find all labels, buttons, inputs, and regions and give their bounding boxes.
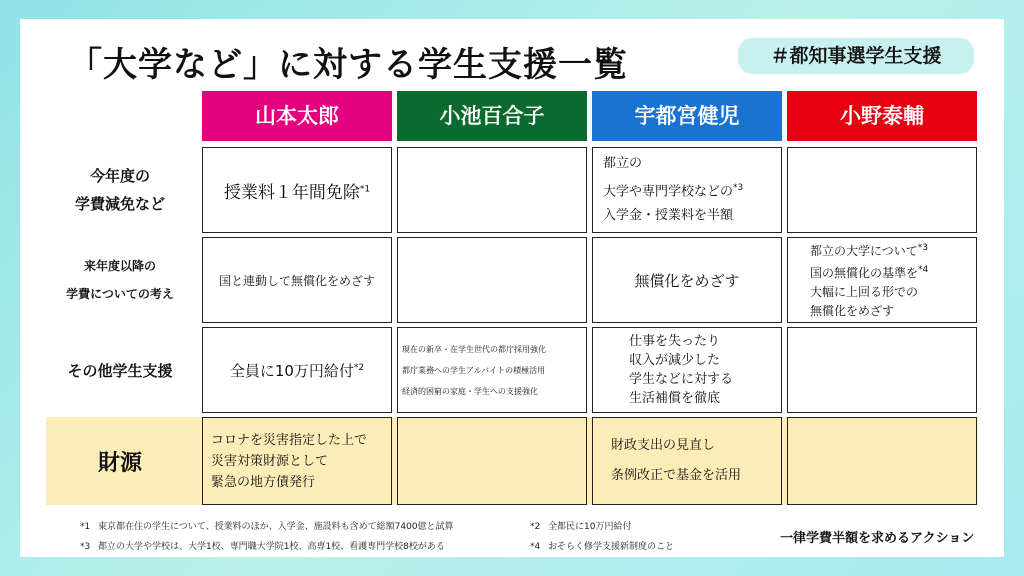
row-label-line: 来年度以降の [83, 259, 156, 273]
row-label-finance [50, 417, 190, 505]
footnote-mark: *2 [530, 522, 541, 532]
row-label-line: その他学生支援 [67, 361, 173, 380]
page-title: 「大学など」に対する学生支援一覧 [68, 45, 628, 85]
cell-line: 学生などに対する [629, 372, 734, 387]
cell-r4-koike [397, 417, 587, 505]
cell-line: 入学金・授業料を半額 [603, 208, 734, 224]
footnote-text: 都立の大学や学校は、大学1校、専門職大学院1校、高専1校、看護専門学校8校がある [98, 542, 445, 552]
footnote-ref: *2 [353, 362, 365, 373]
cell-text: 無償化をめざす [634, 271, 740, 290]
cell-r1-yamamoto [202, 147, 392, 233]
row-label-line: 学費減免など [74, 195, 165, 213]
footnote-1 [80, 519, 454, 532]
cell-line: 都立の [603, 155, 643, 171]
footnote-ref: *4 [918, 265, 929, 275]
row-label-line: 財源 [97, 450, 142, 476]
footnote-ref: *3 [733, 182, 744, 193]
footnote-ref: *3 [917, 243, 928, 253]
cell-line: 現在の新卒・在学生世代の都庁採用強化 [402, 344, 546, 354]
footnote-text: 東京都在住の学生について、授業料のほか、入学金、施設料も含めて総額7400億と試算 [98, 522, 454, 532]
footnote-mark: *1 [80, 522, 91, 532]
cell-line: 仕事を失ったり [629, 334, 721, 349]
cell-line: 国の無償化の基準を [810, 266, 919, 280]
cell-line: 条例改正で基金を活用 [611, 468, 742, 483]
cell-r3-ono [787, 327, 977, 413]
row-label-current-year [50, 147, 190, 233]
cell-line: 大幅に上回る形での [810, 285, 919, 299]
cell-text: 授業料１年間免除 [223, 182, 360, 203]
candidate-header-koike: 小池百合子 [397, 91, 587, 141]
cell-line: 都庁業務への学生アルバイトの積極活用 [402, 365, 546, 375]
cell-line: コロナを災害指定した上で [211, 432, 368, 448]
cell-r2-utsunomiya [592, 237, 782, 323]
cell-r1-ono [787, 147, 977, 233]
footnote-mark: *3 [80, 542, 91, 552]
cell-line: 生活補償を徹底 [629, 391, 721, 406]
hashtag-badge: ＃都知事選学生支援 [738, 38, 974, 74]
candidate-header-ono: 小野泰輔 [787, 91, 977, 141]
candidate-header-yamamoto: 山本太郎 [202, 91, 392, 141]
cell-line: 大学や専門学校などの [603, 184, 734, 200]
cell-line: 緊急の地方債発行 [211, 474, 316, 490]
footnote-2 [530, 519, 631, 532]
row-label-other-support [50, 327, 190, 413]
cell-r4-utsunomiya [592, 417, 782, 505]
footnote-mark: *4 [530, 542, 541, 552]
slide-card [20, 19, 1004, 557]
cell-r3-koike [397, 327, 587, 413]
cell-r1-koike [397, 147, 587, 233]
cell-line: 無償化をめざす [810, 304, 895, 318]
cell-r2-yamamoto [202, 237, 392, 323]
cell-r4-ono [787, 417, 977, 505]
cell-text: 全員に10万円給付 [229, 361, 354, 380]
cell-line: 経済的困窮の家庭・学生への支援強化 [402, 386, 538, 396]
cell-r1-utsunomiya [592, 147, 782, 233]
cell-r3-yamamoto [202, 327, 392, 413]
cell-text: 国と連動して無償化をめざす [218, 273, 375, 288]
footnote-text: おそらく修学支援新制度のこと [548, 542, 675, 552]
cell-line: 収入が減少した [629, 353, 721, 368]
cell-r3-utsunomiya [592, 327, 782, 413]
footnote-text: 全都民に10万円給付 [548, 522, 632, 532]
cell-line: 財政支出の見直し [611, 438, 716, 453]
footnote-3 [80, 539, 445, 552]
candidate-header-utsunomiya: 宇都宮健児 [592, 91, 782, 141]
cell-r4-yamamoto [202, 417, 392, 505]
cell-r2-koike [397, 237, 587, 323]
row-label-next-year [50, 237, 190, 323]
footnote-4 [530, 539, 674, 552]
cell-line: 災害対策財源として [211, 453, 329, 469]
row-label-line: 今年度の [89, 167, 150, 185]
cell-line: 都立の大学について [810, 244, 918, 258]
footnote-ref: *1 [359, 183, 371, 194]
row-label-line: 学費についての考え [66, 287, 174, 301]
cell-r2-ono [787, 237, 977, 323]
action-caption: 一律学費半額を求めるアクション [780, 531, 975, 546]
